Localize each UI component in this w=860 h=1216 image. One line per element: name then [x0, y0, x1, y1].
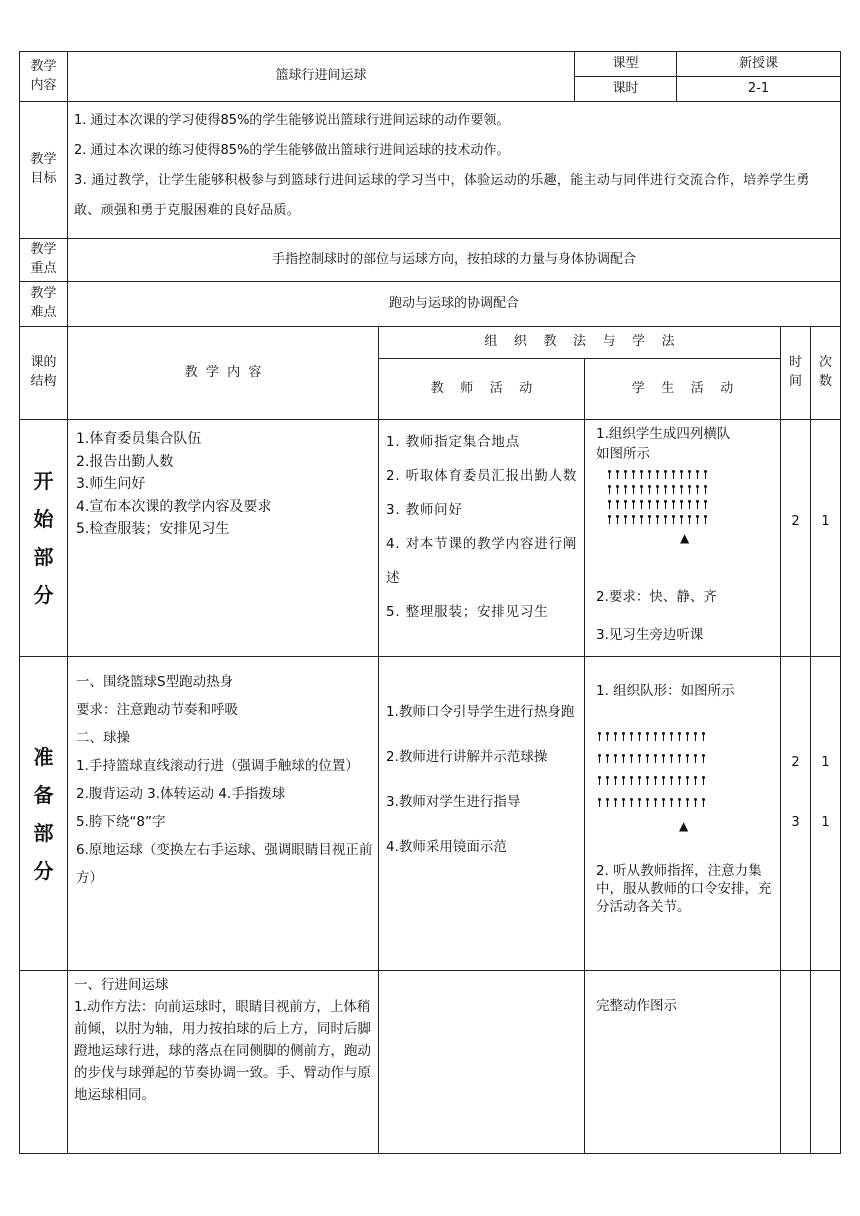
student-figure-icon: [680, 470, 683, 479]
start-section-title: 开 始 部 分: [33, 469, 54, 607]
student-figure-icon: [704, 470, 707, 479]
student-figure-icon: [688, 500, 691, 509]
student-figure-icon: [648, 500, 651, 509]
student-figure-icon: [670, 732, 673, 741]
student-figure-icon: [678, 754, 681, 763]
basic-content: 一、行进间运球 1.动作方法：向前运球时，眼睛目视前方，上体稍前倾，以肘为轴，用力按拍球的后上方，同时后脚蹬地运球行进，球的落点在同侧脚的侧前方，跑动的步伐与球弹起的节奏协调一致。手、臂动作与原地运球相同。: [74, 977, 371, 1103]
student-figure-icon: [678, 732, 681, 741]
formation-row: [608, 470, 758, 479]
teacher-position-marker: ▲: [679, 819, 689, 833]
table-border: [840, 51, 841, 1154]
student-figure-icon: [638, 798, 641, 807]
student-figure-icon: [624, 470, 627, 479]
student-figure-icon: [624, 500, 627, 509]
student-figure-icon: [696, 470, 699, 479]
student-figure-icon: [670, 776, 673, 785]
student-figure-icon: [598, 798, 601, 807]
objectives-label: 教学 目标: [30, 152, 57, 186]
student-figure-icon: [672, 515, 675, 524]
student-figure-icon: [622, 754, 625, 763]
student-figure-icon: [616, 500, 619, 509]
student-figure-icon: [614, 732, 617, 741]
student-figure-icon: [638, 754, 641, 763]
student-figure-icon: [616, 470, 619, 479]
table-border: [19, 101, 841, 102]
prep-teacher: 1.教师口令引导学生进行热身跑 2.教师进行讲解并示范球操 3.教师对学生进行指导 4.教师采用镜面示范: [386, 704, 575, 855]
student-figure-icon: [598, 776, 601, 785]
formation-row: [598, 754, 758, 763]
student-figure-icon: [632, 500, 635, 509]
student-figure-icon: [638, 732, 641, 741]
student-figure-icon: [688, 515, 691, 524]
student-figure-icon: [654, 776, 657, 785]
period-value: 2-1: [747, 80, 770, 96]
student-figure-icon: [662, 732, 665, 741]
prep-count: 1 1: [821, 755, 830, 830]
student-figure-icon: [672, 485, 675, 494]
student-figure-icon: [632, 515, 635, 524]
student-figure-icon: [696, 500, 699, 509]
formation-row: [608, 515, 758, 524]
student-figure-icon: [694, 776, 697, 785]
table-border: [19, 419, 841, 420]
prep-student-bottom: 2. 听从教师指挥，注意力集中，服从教师的口令安排，充分活动各关节。: [596, 863, 772, 915]
student-figure-icon: [648, 485, 651, 494]
formation-row: [598, 732, 758, 741]
student-figure-icon: [614, 798, 617, 807]
lesson-topic: 篮球行进间运球: [275, 68, 367, 84]
student-figure-icon: [614, 776, 617, 785]
student-figure-icon: [680, 515, 683, 524]
objective-item: 2. 通过本次课的练习使得85%的学生能够做出篮球行进间运球的技术动作。: [74, 143, 510, 158]
table-border: [19, 656, 841, 657]
teacher-position-marker: ▲: [680, 531, 690, 545]
student-figure-icon: [608, 500, 611, 509]
student-figure-icon: [606, 798, 609, 807]
period-label: 课时: [612, 80, 639, 96]
student-figure-icon: [640, 485, 643, 494]
student-figure-icon: [622, 732, 625, 741]
student-figure-icon: [696, 485, 699, 494]
student-figure-icon: [662, 798, 665, 807]
student-figure-icon: [656, 470, 659, 479]
student-figure-icon: [654, 732, 657, 741]
student-figure-icon: [640, 515, 643, 524]
content-header: 教 学 内 容: [184, 364, 262, 380]
start-formation: [608, 470, 758, 550]
student-figure-icon: [640, 470, 643, 479]
student-figure-icon: [598, 754, 601, 763]
student-figure-icon: [686, 776, 689, 785]
structure-header: 课的 结构: [30, 355, 57, 389]
student-figure-icon: [606, 776, 609, 785]
student-figure-icon: [686, 732, 689, 741]
student-figure-icon: [622, 798, 625, 807]
student-figure-icon: [646, 732, 649, 741]
student-figure-icon: [662, 776, 665, 785]
student-figure-icon: [662, 754, 665, 763]
student-figure-icon: [694, 732, 697, 741]
key-point-value: 手指控制球时的部位与运球方向，按拍球的力量与身体协调配合: [271, 251, 636, 267]
formation-row: [608, 500, 758, 509]
type-label: 课型: [612, 55, 639, 71]
student-figure-icon: [654, 754, 657, 763]
formation-row: [608, 485, 758, 494]
student-figure-icon: [694, 798, 697, 807]
table-border: [19, 1153, 841, 1154]
student-figure-icon: [702, 776, 705, 785]
student-figure-icon: [678, 798, 681, 807]
student-figure-icon: [664, 470, 667, 479]
student-figure-icon: [630, 798, 633, 807]
student-figure-icon: [704, 515, 707, 524]
student-figure-icon: [656, 485, 659, 494]
student-figure-icon: [704, 500, 707, 509]
start-student-top: 1.组织学生成四列横队 如图所示: [596, 426, 731, 462]
student-figure-icon: [694, 754, 697, 763]
student-figure-icon: [608, 485, 611, 494]
student-figure-icon: [606, 732, 609, 741]
student-figure-icon: [640, 500, 643, 509]
student-figure-icon: [608, 470, 611, 479]
student-figure-icon: [656, 500, 659, 509]
objective-item: 1. 通过本次课的学习使得85%的学生能够说出篮球行进间运球的动作要领。: [74, 113, 510, 128]
student-figure-icon: [654, 798, 657, 807]
student-figure-icon: [632, 470, 635, 479]
student-figure-icon: [664, 485, 667, 494]
student-figure-icon: [672, 500, 675, 509]
student-figure-icon: [638, 776, 641, 785]
objective-item: 3. 通过教学，让学生能够积极参与到篮球行进间运球的学习当中，体验运动的乐趣，能主动与同伴进行交流合作，培养学生勇敢、顽强和勇于克服困难的良好品质。: [74, 173, 810, 218]
student-figure-icon: [598, 732, 601, 741]
prep-content: 一、围绕篮球S型跑动热身 要求：注意跑动节奏和呼吸 二、球操 1.手持篮球直线滚动行进（强调手触球的位置） 2.腹背运动 3.体转运动 4.手指拨球 5.胯下绕“8”字 6.原地运球（变换左右手运球、强调眼睛目视正前方）: [76, 674, 373, 886]
student-figure-icon: [688, 485, 691, 494]
count-header: 次 数: [818, 355, 832, 389]
student-figure-icon: [686, 798, 689, 807]
student-figure-icon: [624, 485, 627, 494]
student-figure-icon: [696, 515, 699, 524]
content-label: 教学 内容: [30, 58, 57, 93]
student-figure-icon: [646, 776, 649, 785]
methods-header: 组 织 教 法 与 学 法: [484, 334, 675, 350]
table-border: [584, 358, 585, 1154]
student-figure-icon: [630, 732, 633, 741]
table-border: [378, 326, 379, 1154]
start-count: 1: [821, 513, 830, 529]
student-figure-icon: [608, 515, 611, 524]
student-figure-icon: [704, 485, 707, 494]
student-figure-icon: [616, 515, 619, 524]
type-value: 新授课: [738, 55, 778, 71]
prep-formation: [598, 732, 758, 832]
student-figure-icon: [648, 470, 651, 479]
student-figure-icon: [622, 776, 625, 785]
objectives-list: [74, 106, 836, 236]
start-teacher: 1. 教师指定集合地点 2. 听取体育委员汇报出勤人数 3. 教师问好 4. 对本节课的教学内容进行阐述 5. 整理服装；安排见习生: [386, 434, 578, 620]
start-content: 1.体育委员集合队伍 2.报告出勤人数 3.师生问好 4.宣布本次课的教学内容及要求 5.检查服装；安排见习生: [76, 431, 272, 537]
prep-student-top: 1. 组织队形：如图所示: [596, 683, 735, 699]
basic-student: 完整动作图示: [596, 998, 677, 1014]
student-figure-icon: [646, 754, 649, 763]
student-figure-icon: [672, 470, 675, 479]
student-figure-icon: [688, 470, 691, 479]
student-figure-icon: [624, 515, 627, 524]
student-figure-icon: [616, 485, 619, 494]
student-figure-icon: [614, 754, 617, 763]
student-figure-icon: [670, 798, 673, 807]
student-figure-icon: [646, 798, 649, 807]
student-header: 学 生 活 动: [631, 380, 734, 396]
table-border: [19, 970, 841, 971]
student-figure-icon: [670, 754, 673, 763]
student-figure-icon: [656, 515, 659, 524]
key-point-label: 教学 重点: [30, 242, 57, 276]
time-header: 时 间: [788, 355, 802, 389]
student-figure-icon: [680, 500, 683, 509]
student-figure-icon: [632, 485, 635, 494]
student-figure-icon: [664, 515, 667, 524]
table-border: [67, 51, 68, 1154]
student-figure-icon: [702, 798, 705, 807]
student-figure-icon: [648, 515, 651, 524]
difficulty-label: 教学 难点: [30, 286, 57, 320]
student-figure-icon: [678, 776, 681, 785]
student-figure-icon: [606, 754, 609, 763]
student-figure-icon: [680, 485, 683, 494]
student-figure-icon: [630, 754, 633, 763]
difficulty-value: 跑动与运球的协调配合: [388, 295, 519, 311]
student-figure-icon: [686, 754, 689, 763]
student-figure-icon: [630, 776, 633, 785]
teacher-header: 教 师 活 动: [430, 380, 533, 396]
prep-time: 2 3: [791, 755, 800, 830]
start-time: 2: [791, 513, 800, 529]
student-figure-icon: [664, 500, 667, 509]
formation-row: [598, 798, 758, 807]
student-figure-icon: [702, 754, 705, 763]
start-student-bottom: 2.要求：快、静、齐 3.见习生旁边听课: [596, 589, 717, 643]
formation-row: [598, 776, 758, 785]
student-figure-icon: [702, 732, 705, 741]
prep-section-title: 准 备 部 分: [33, 744, 54, 883]
